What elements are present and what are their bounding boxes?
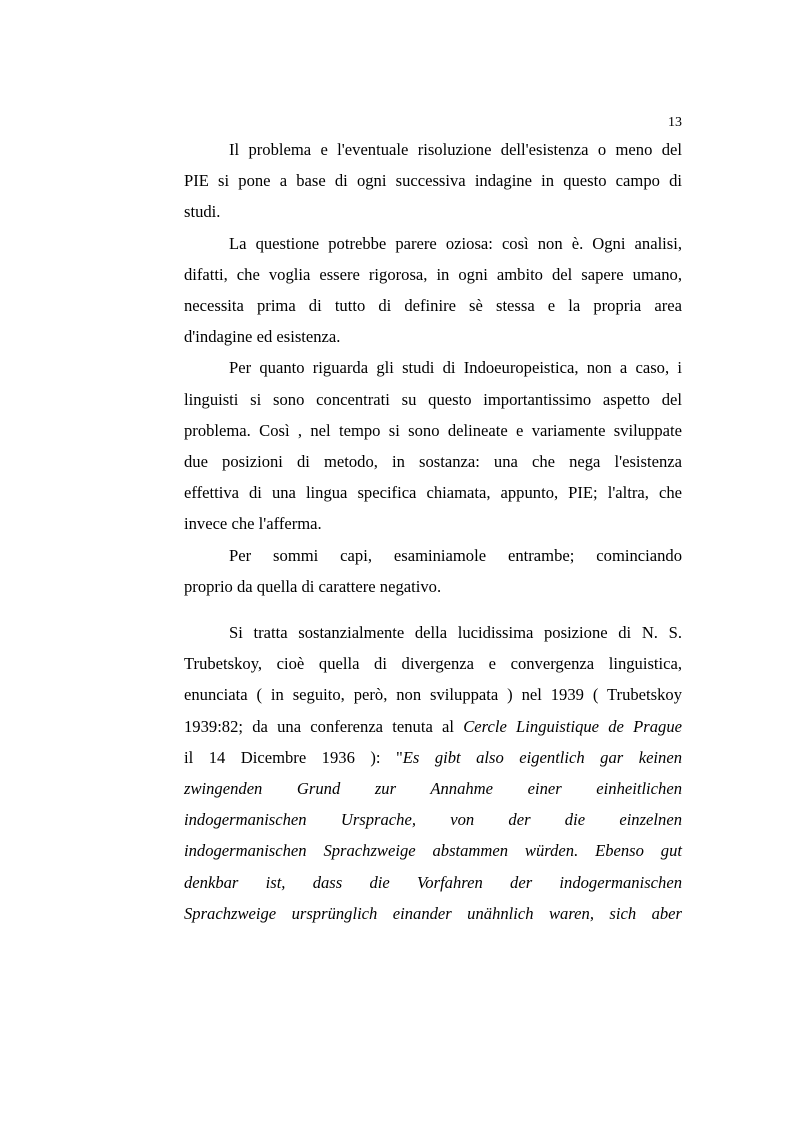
quote-fragment: indogermanischen Ursprache, von der die einzelnen xyxy=(184,810,682,830)
paragraph-trubetskoy xyxy=(184,617,682,929)
text-line: studi. xyxy=(184,202,221,222)
journal-title: Cercle Linguistique de Prague xyxy=(463,716,682,736)
text-fragment: 1939:82; da una conferenza tenuta al xyxy=(184,716,464,736)
text-fragment: il 14 Dicembre 1936 ): " xyxy=(184,747,403,767)
quote-fragment: zwingenden Grund zur Annahme einer einheitlichen xyxy=(184,779,682,799)
paragraph-3 xyxy=(184,352,682,539)
text-line xyxy=(184,804,682,835)
paragraph-2 xyxy=(184,228,682,353)
text-line: Si tratta sostanzialmente della lucidissima posizione di N. S. xyxy=(229,623,682,642)
text-line: enunciata ( in seguito, però, non sviluppata ) nel 1939 ( Trubetskoy xyxy=(184,685,682,705)
text-line xyxy=(184,898,682,929)
text-line: Il problema e l'eventuale risoluzione dell'esistenza o meno del xyxy=(229,140,682,159)
body-text-section-1 xyxy=(184,134,682,602)
text-line: d'indagine ed esistenza. xyxy=(184,327,341,347)
text-line: necessita prima di tutto di definire sè stessa e la propria area xyxy=(184,296,682,316)
text-line: Per quanto riguarda gli studi di Indoeuropeistica, non a caso, i xyxy=(229,358,682,378)
text-line xyxy=(184,835,682,866)
text-line: La questione potrebbe parere oziosa: così non è. Ogni analisi, xyxy=(229,233,682,253)
text-line: proprio da quella di carattere negativo. xyxy=(184,576,442,596)
text-line: effettiva di una lingua specifica chiamata, appunto, PIE; l'altra, che xyxy=(184,483,682,503)
text-line: Trubetskoy, cioè quella di divergenza e convergenza linguistica, xyxy=(184,654,682,674)
body-text-section-2 xyxy=(184,617,682,929)
quote-fragment: Es gibt also eigentlich gar keinen xyxy=(402,747,683,767)
paragraph-4 xyxy=(184,540,682,602)
text-line: PIE si pone a base di ogni successiva indagine in questo campo di xyxy=(184,171,682,191)
text-line xyxy=(184,773,682,804)
quote-fragment: Sprachzweige ursprünglich einander unähnlich waren, sich aber xyxy=(184,903,682,923)
text-line: difatti, che voglia essere rigorosa, in ogni ambito del sapere umano, xyxy=(184,264,682,284)
page-number: 13 xyxy=(668,115,682,130)
quote-fragment: denkbar ist, dass die Vorfahren der indogermanischen xyxy=(184,872,682,892)
paragraph-1 xyxy=(184,134,682,228)
text-line xyxy=(184,867,682,898)
text-line: Per sommi capi, esaminiamole entrambe; cominciando xyxy=(229,545,682,565)
text-line: due posizioni di metodo, in sostanza: una che nega l'esistenza xyxy=(184,452,682,472)
text-line: linguisti si sono concentrati su questo importantissimo aspetto del xyxy=(184,389,682,409)
text-line xyxy=(184,711,682,742)
quote-fragment: indogermanischen Sprachzweige abstammen würden. Ebenso gut xyxy=(184,841,682,861)
text-line xyxy=(184,742,682,773)
text-line: problema. Così , nel tempo si sono delineate e variamente sviluppate xyxy=(184,420,682,440)
text-line: invece che l'afferma. xyxy=(184,514,322,534)
